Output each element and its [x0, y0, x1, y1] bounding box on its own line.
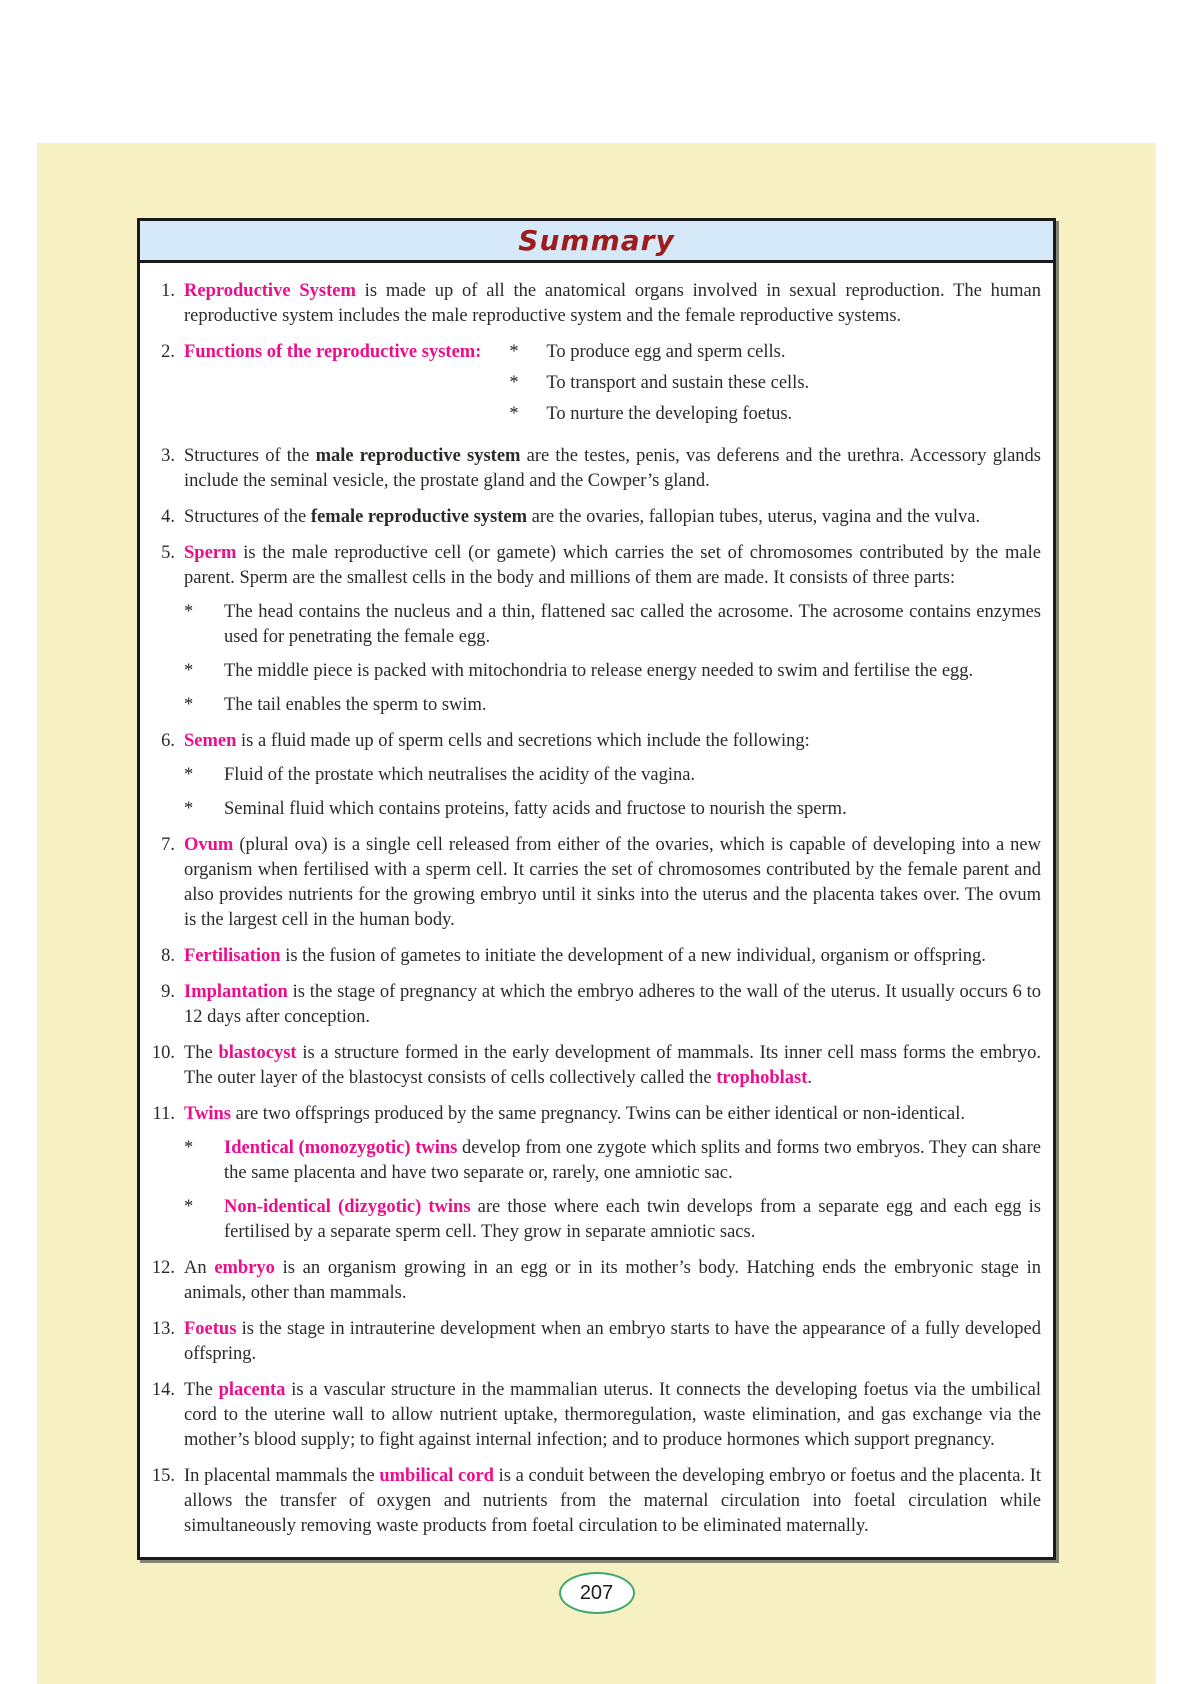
bullet-item — [509, 340, 1041, 365]
body-text: are those where each twin develops from a separate egg and each egg is fertilised by a separate sperm cell. They grow in separate amniotic sacs. — [224, 1197, 1041, 1242]
summary-item — [146, 1464, 1041, 1539]
body-text: is the stage in intrauterine development when an embryo starts to have the appearance of a fully developed offspring. — [184, 1319, 1041, 1364]
item-paragraph — [184, 944, 1041, 969]
body-text: is a fluid made up of sperm cells and secretions which include the following: — [236, 731, 810, 751]
body-text: To produce egg and sperm cells. — [546, 342, 786, 362]
page-number-badge-wrap — [137, 1572, 1056, 1614]
bullet-item — [184, 797, 1041, 822]
item-content — [184, 1317, 1041, 1367]
bullet-marker: * — [509, 342, 519, 362]
body-text: To transport and sustain these cells. — [546, 373, 810, 393]
body-text: are the testes, penis, vas deferens and the urethra. Accessory glands include the seminal vesicle, the prostate gland and the Cowper’s gland. — [184, 446, 1042, 491]
body-text: is an organism growing in an egg or in its mother’s body. Hatching ends the embryonic stage in animals, other than mammals. — [184, 1258, 1041, 1303]
body-text: is a vascular structure in the mammalian uterus. It connects the developing foetus via the umbilical cord to the uterine wall to allow nutrient uptake, thermoregulation, waste elimination, and gas exchange via the mother’s blood supply; to fight against internal infection; and to produce hormones which support pregnancy. — [184, 1380, 1041, 1450]
summary-box — [137, 218, 1056, 1560]
item-content — [184, 1464, 1041, 1539]
body-text: is made up of all the anatomical organs involved in sexual reproduction. The human reproductive system includes the male reproductive system and the female reproductive systems. — [184, 281, 1041, 326]
item-content — [184, 541, 1041, 718]
bullet-text — [224, 763, 1041, 788]
bullet-text — [224, 600, 1041, 650]
bullet-marker: * — [184, 695, 194, 715]
keyword-text: Fertilisation — [184, 946, 281, 966]
item-paragraph — [184, 541, 1041, 591]
body-text: An — [184, 1258, 215, 1278]
item-content — [184, 279, 1041, 329]
summary-item — [146, 833, 1041, 933]
summary-item — [146, 279, 1041, 329]
summary-item — [146, 340, 1041, 433]
item-paragraph — [184, 833, 1041, 933]
item-number: 8. — [161, 946, 175, 966]
keyword-text: trophoblast — [716, 1068, 808, 1088]
item-paragraph — [184, 729, 1041, 754]
item-number: 6. — [161, 731, 175, 751]
body-text: Seminal fluid which contains proteins, fatty acids and fructose to nourish the sperm. — [224, 799, 847, 819]
bullet-text — [224, 1136, 1041, 1186]
keyword-text: Functions of the reproductive system: — [184, 342, 482, 362]
bullet-text — [224, 693, 1041, 718]
item-content — [184, 444, 1041, 494]
bullet-marker: * — [184, 1197, 194, 1217]
body-text: The middle piece is packed with mitochondria to release energy needed to swim and fertilise the egg. — [224, 661, 974, 681]
keyword-text: Identical (monozygotic) twins — [224, 1138, 458, 1158]
body-text: is the male reproductive cell (or gamete) which carries the set of chromosomes contributed by the male parent. Sperm are the smallest cells in the body and millions of them are made. It consists of three parts: — [184, 543, 1041, 588]
item-paragraph — [184, 279, 1041, 329]
bullet-marker: * — [509, 373, 519, 393]
bullet-item — [509, 371, 1041, 396]
item-content — [184, 1256, 1041, 1306]
body-text: The tail enables the sperm to swim. — [224, 695, 487, 715]
summary-item — [146, 444, 1041, 494]
keyword-text: embryo — [214, 1258, 275, 1278]
body-text: are the ovaries, fallopian tubes, uterus, vagina and the vulva. — [527, 507, 981, 527]
item-content — [184, 1378, 1041, 1453]
body-text: Structures of the — [184, 507, 311, 527]
body-text: The head contains the nucleus and a thin, flattened sac called the acrosome. The acrosome contains enzymes used for penetrating the female egg. — [224, 602, 1041, 647]
summary-item — [146, 729, 1041, 822]
bullet-text — [546, 340, 785, 365]
item-number: 15. — [151, 1466, 175, 1486]
body-text: . — [807, 1068, 812, 1088]
body-text: Fluid of the prostate which neutralises the acidity of the vagina. — [224, 765, 696, 785]
item-side-row — [184, 340, 1041, 433]
summary-item — [146, 1256, 1041, 1306]
body-text: Structures of the — [184, 446, 316, 466]
item-number: 7. — [161, 835, 175, 855]
summary-item — [146, 980, 1041, 1030]
body-text: is a structure formed in the early development of mammals. Its inner cell mass forms the embryo. The outer layer of the blastocyst consists of cells collectively called the — [184, 1043, 1042, 1088]
bullet-text — [224, 659, 1041, 684]
body-text: is the fusion of gametes to initiate the development of a new individual, organism or offspring. — [280, 946, 986, 966]
keyword-text: Sperm — [184, 543, 237, 563]
keyword-text: Semen — [184, 731, 237, 751]
body-text: (plural ova) is a single cell released from either of the ovaries, which is capable of developing into a new organism when fertilised with a sperm cell. It carries the set of chromosomes contributed by the female parent and also provides nutrients for the growing embryo until it sinks into the uterus and the placenta takes over. The ovum is the largest cell in the human body. — [184, 835, 1041, 930]
bullet-item — [184, 1195, 1041, 1245]
summary-item — [146, 541, 1041, 718]
item-number: 9. — [161, 982, 175, 1002]
bullet-marker: * — [184, 799, 194, 819]
item-number: 10. — [151, 1043, 175, 1063]
summary-item — [146, 1378, 1041, 1453]
body-text: The — [184, 1380, 219, 1400]
item-content — [184, 1102, 1041, 1245]
item-content — [184, 1041, 1041, 1091]
item-paragraph — [184, 1378, 1041, 1453]
item-content — [184, 505, 1041, 530]
bullet-item — [509, 402, 1041, 427]
body-text: are two offsprings produced by the same pregnancy. Twins can be either identical or non-identical. — [230, 1104, 965, 1124]
body-text: is a conduit between the developing embryo or foetus and the placenta. It allows the transfer of oxygen and nutrients from the maternal circulation into foetal circulation while simultaneously removing waste products from foetal circulation to be eliminated maternally. — [184, 1466, 1041, 1536]
item-number: 4. — [161, 507, 175, 527]
summary-list — [140, 263, 1053, 1557]
keyword-text: Ovum — [184, 835, 234, 855]
bullet-text — [546, 402, 792, 427]
body-text: The — [184, 1043, 219, 1063]
keyword-text: blastocyst — [218, 1043, 297, 1063]
keyword-text: placenta — [218, 1380, 286, 1400]
body-text: male reproductive system — [315, 446, 521, 466]
item-paragraph — [184, 1102, 1041, 1127]
item-number: 2. — [161, 342, 175, 362]
item-content — [184, 833, 1041, 933]
item-paragraph — [184, 1464, 1041, 1539]
summary-item — [146, 944, 1041, 969]
bullet-marker: * — [184, 1138, 194, 1158]
item-content — [184, 944, 1041, 969]
body-text: is the stage of pregnancy at which the embryo adheres to the wall of the uterus. It usually occurs 6 to 12 days after conception. — [184, 982, 1041, 1027]
bullet-marker: * — [509, 404, 519, 424]
bullet-marker: * — [184, 765, 194, 785]
item-content — [184, 340, 1041, 433]
bullet-marker: * — [184, 661, 194, 681]
page-number-badge — [559, 1572, 635, 1614]
summary-title: Summary — [518, 224, 675, 257]
item-number: 13. — [151, 1319, 175, 1339]
summary-header — [140, 221, 1053, 263]
bullet-item — [184, 763, 1041, 788]
keyword-text: Foetus — [184, 1319, 237, 1339]
item-number: 11. — [152, 1104, 175, 1124]
bullet-marker: * — [184, 602, 194, 622]
summary-item — [146, 1317, 1041, 1367]
bullet-text — [224, 1195, 1041, 1245]
bullet-text — [224, 797, 1041, 822]
body-text: In placental mammals the — [184, 1466, 380, 1486]
item-paragraph — [184, 1317, 1041, 1367]
item-paragraph — [184, 1041, 1041, 1091]
item-content — [184, 729, 1041, 822]
keyword-text: Implantation — [184, 982, 288, 1002]
keyword-text: Reproductive System — [184, 281, 356, 301]
item-number: 1. — [161, 281, 175, 301]
summary-item — [146, 1041, 1041, 1091]
item-content — [184, 980, 1041, 1030]
item-paragraph — [184, 505, 1041, 530]
item-number: 12. — [151, 1258, 175, 1278]
keyword-text: Twins — [184, 1104, 231, 1124]
bullet-item — [184, 600, 1041, 650]
bullet-item — [184, 1136, 1041, 1186]
body-text: female reproductive system — [310, 507, 528, 527]
item-paragraph — [184, 980, 1041, 1030]
bullet-item — [184, 659, 1041, 684]
page-number: 207 — [579, 1581, 614, 1604]
bullet-item — [184, 693, 1041, 718]
body-text: To nurture the developing foetus. — [546, 404, 793, 424]
keyword-text: umbilical cord — [379, 1466, 494, 1486]
item-number: 3. — [161, 446, 175, 466]
side-bullet-list — [509, 340, 1041, 433]
bullet-text — [546, 371, 809, 396]
item-paragraph — [184, 1256, 1041, 1306]
item-number: 14. — [151, 1380, 175, 1400]
body-text: develop from one zygote which splits and forms two embryos. They can share the same placenta and have two separate or, rarely, one amniotic sac. — [224, 1138, 1041, 1183]
keyword-text: Non-identical (dizygotic) twins — [224, 1197, 471, 1217]
item-paragraph — [184, 340, 481, 433]
page-sheet — [37, 143, 1156, 1684]
item-number: 5. — [161, 543, 175, 563]
summary-item — [146, 505, 1041, 530]
summary-item — [146, 1102, 1041, 1245]
item-paragraph — [184, 444, 1041, 494]
